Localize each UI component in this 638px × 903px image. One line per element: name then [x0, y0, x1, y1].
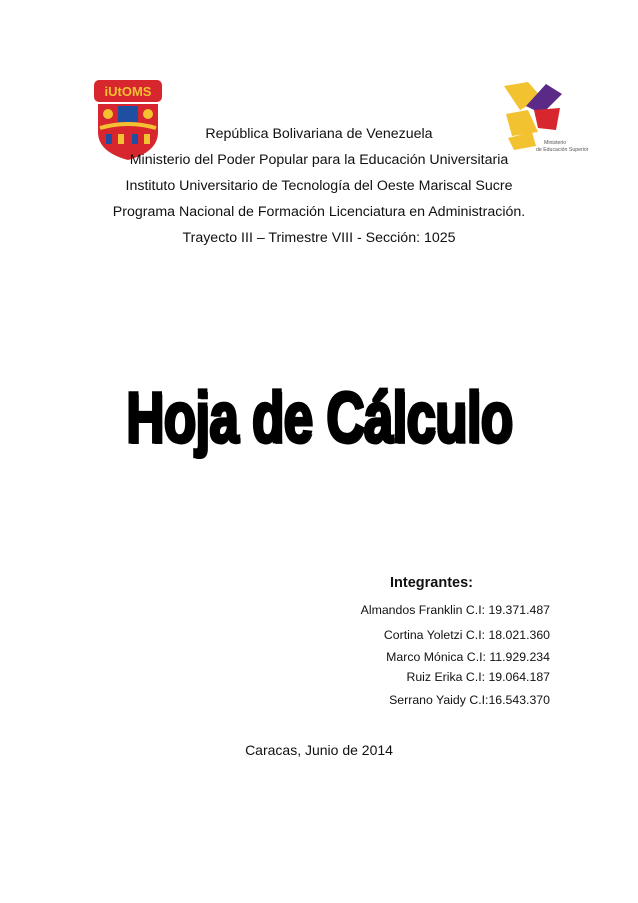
header-republic: República Bolivariana de Venezuela [205, 126, 433, 142]
iutoms-logo [92, 80, 164, 160]
header-section: Trayecto III – Trimestre VIII - Sección: 1025 [182, 230, 456, 246]
team-member: Almandos Franklin C.I: 19.371.487 [360, 603, 550, 617]
team-member: Serrano Yaidy C.I:16.543.370 [389, 693, 550, 707]
svg-text:Ministerio: Ministerio [544, 140, 567, 146]
header-ministry: Ministerio del Poder Popular para la Educación Universitaria [129, 152, 509, 168]
svg-text:de Educación Superior: de Educación Superior [536, 147, 589, 153]
team-heading: Integrantes: [390, 575, 473, 591]
team-member: Cortina Yoletzi C.I: 18.021.360 [383, 628, 550, 642]
place-and-date: Caracas, Junio de 2014 [245, 742, 393, 758]
header-institute: Instituto Universitario de Tecnología del Oeste Mariscal Sucre [125, 178, 513, 194]
logo-left-lettering: iUtOMS [104, 84, 152, 99]
document-title: Hoja de Cálculo [126, 378, 513, 458]
ministry-logo [498, 80, 589, 160]
team-member: Ruiz Erika C.I: 19.064.187 [406, 670, 550, 684]
team-member: Marco Mónica C.I: 11.929.234 [386, 650, 550, 664]
header-program: Programa Nacional de Formación Licenciatura en Administración. [112, 204, 526, 220]
